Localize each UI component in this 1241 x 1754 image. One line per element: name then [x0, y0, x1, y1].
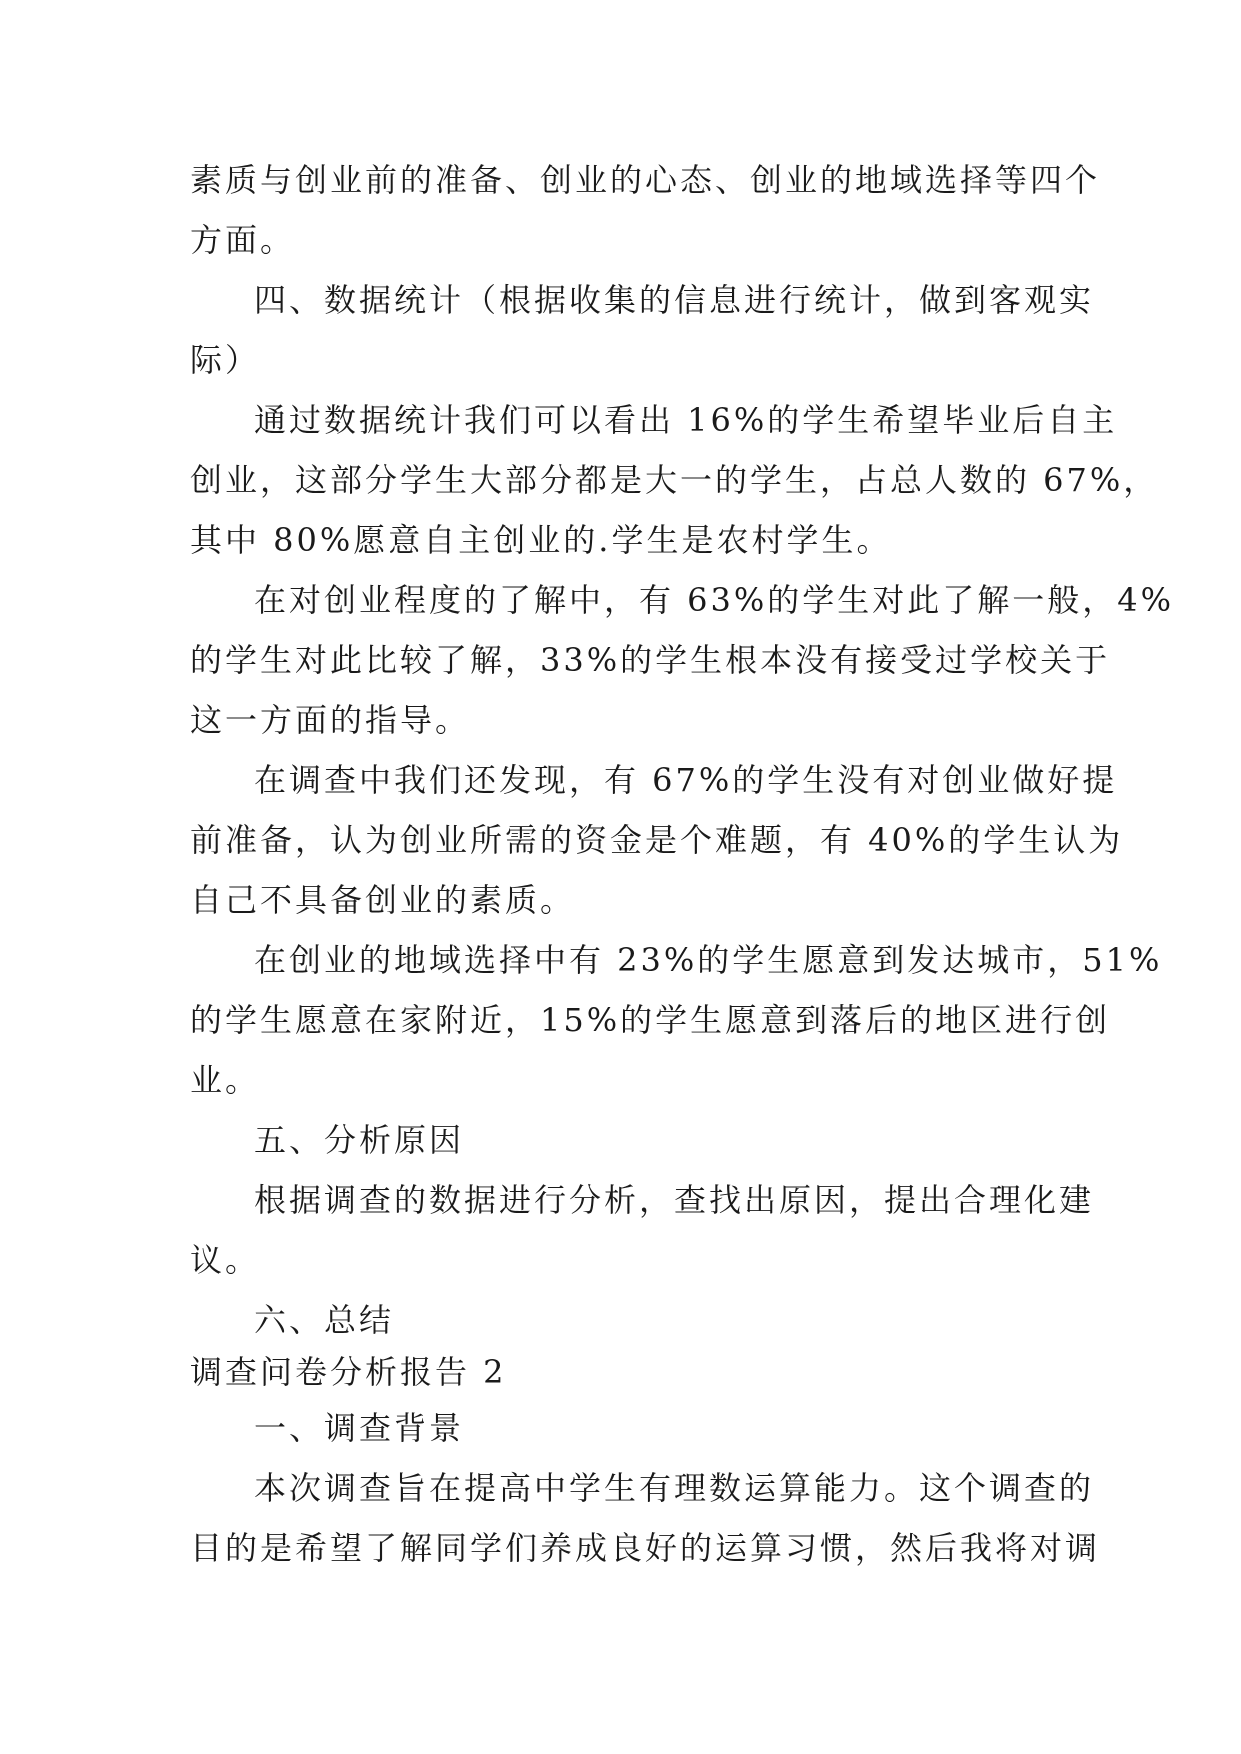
- paragraph-start: 通过数据统计我们可以看出 16%的学生希望毕业后自主: [254, 401, 1118, 439]
- paragraph-start: 本次调查旨在提高中学生有理数运算能力。这个调查的: [254, 1469, 1095, 1507]
- text-line: 方面。: [190, 221, 296, 259]
- paragraph-start: 在对创业程度的了解中，有 63%的学生对此了解一般，4%: [254, 581, 1175, 619]
- text-line: 议。: [190, 1241, 261, 1279]
- text-line: 其中 80%愿意自主创业的.学生是农村学生。: [190, 521, 892, 559]
- text-line: 的学生愿意在家附近，15%的学生愿意到落后的地区进行创: [190, 1001, 1111, 1039]
- text-line: 际）: [190, 341, 261, 379]
- report-title: 调查问卷分析报告 2: [190, 1353, 507, 1391]
- text-line: 的学生对此比较了解，33%的学生根本没有接受过学校关于: [190, 641, 1111, 679]
- section-heading-5: 五、分析原因: [254, 1121, 465, 1159]
- paragraph-start: 在创业的地域选择中有 23%的学生愿意到发达城市，51%: [254, 941, 1163, 979]
- text-line: 素质与创业前的准备、创业的心态、创业的地域选择等四个: [190, 161, 1101, 199]
- text-line: 自己不具备创业的素质。: [190, 881, 576, 919]
- section-heading-4: 四、数据统计（根据收集的信息进行统计，做到客观实: [254, 281, 1095, 319]
- text-line: 业。: [190, 1061, 261, 1099]
- text-line: 目的是希望了解同学们养成良好的运算习惯，然后我将对调: [190, 1529, 1101, 1567]
- text-line: 前准备，认为创业所需的资金是个难题，有 40%的学生认为: [190, 821, 1124, 859]
- section-heading-1: 一、调查背景: [254, 1409, 465, 1447]
- paragraph-start: 在调查中我们还发现，有 67%的学生没有对创业做好提: [254, 761, 1118, 799]
- text-line: 创业，这部分学生大部分都是大一的学生，占总人数的 67%，: [190, 461, 1159, 499]
- text-line: 这一方面的指导。: [190, 701, 471, 739]
- paragraph-start: 根据调查的数据进行分析，查找出原因，提出合理化建: [254, 1181, 1095, 1219]
- section-heading-6: 六、总结: [254, 1301, 395, 1339]
